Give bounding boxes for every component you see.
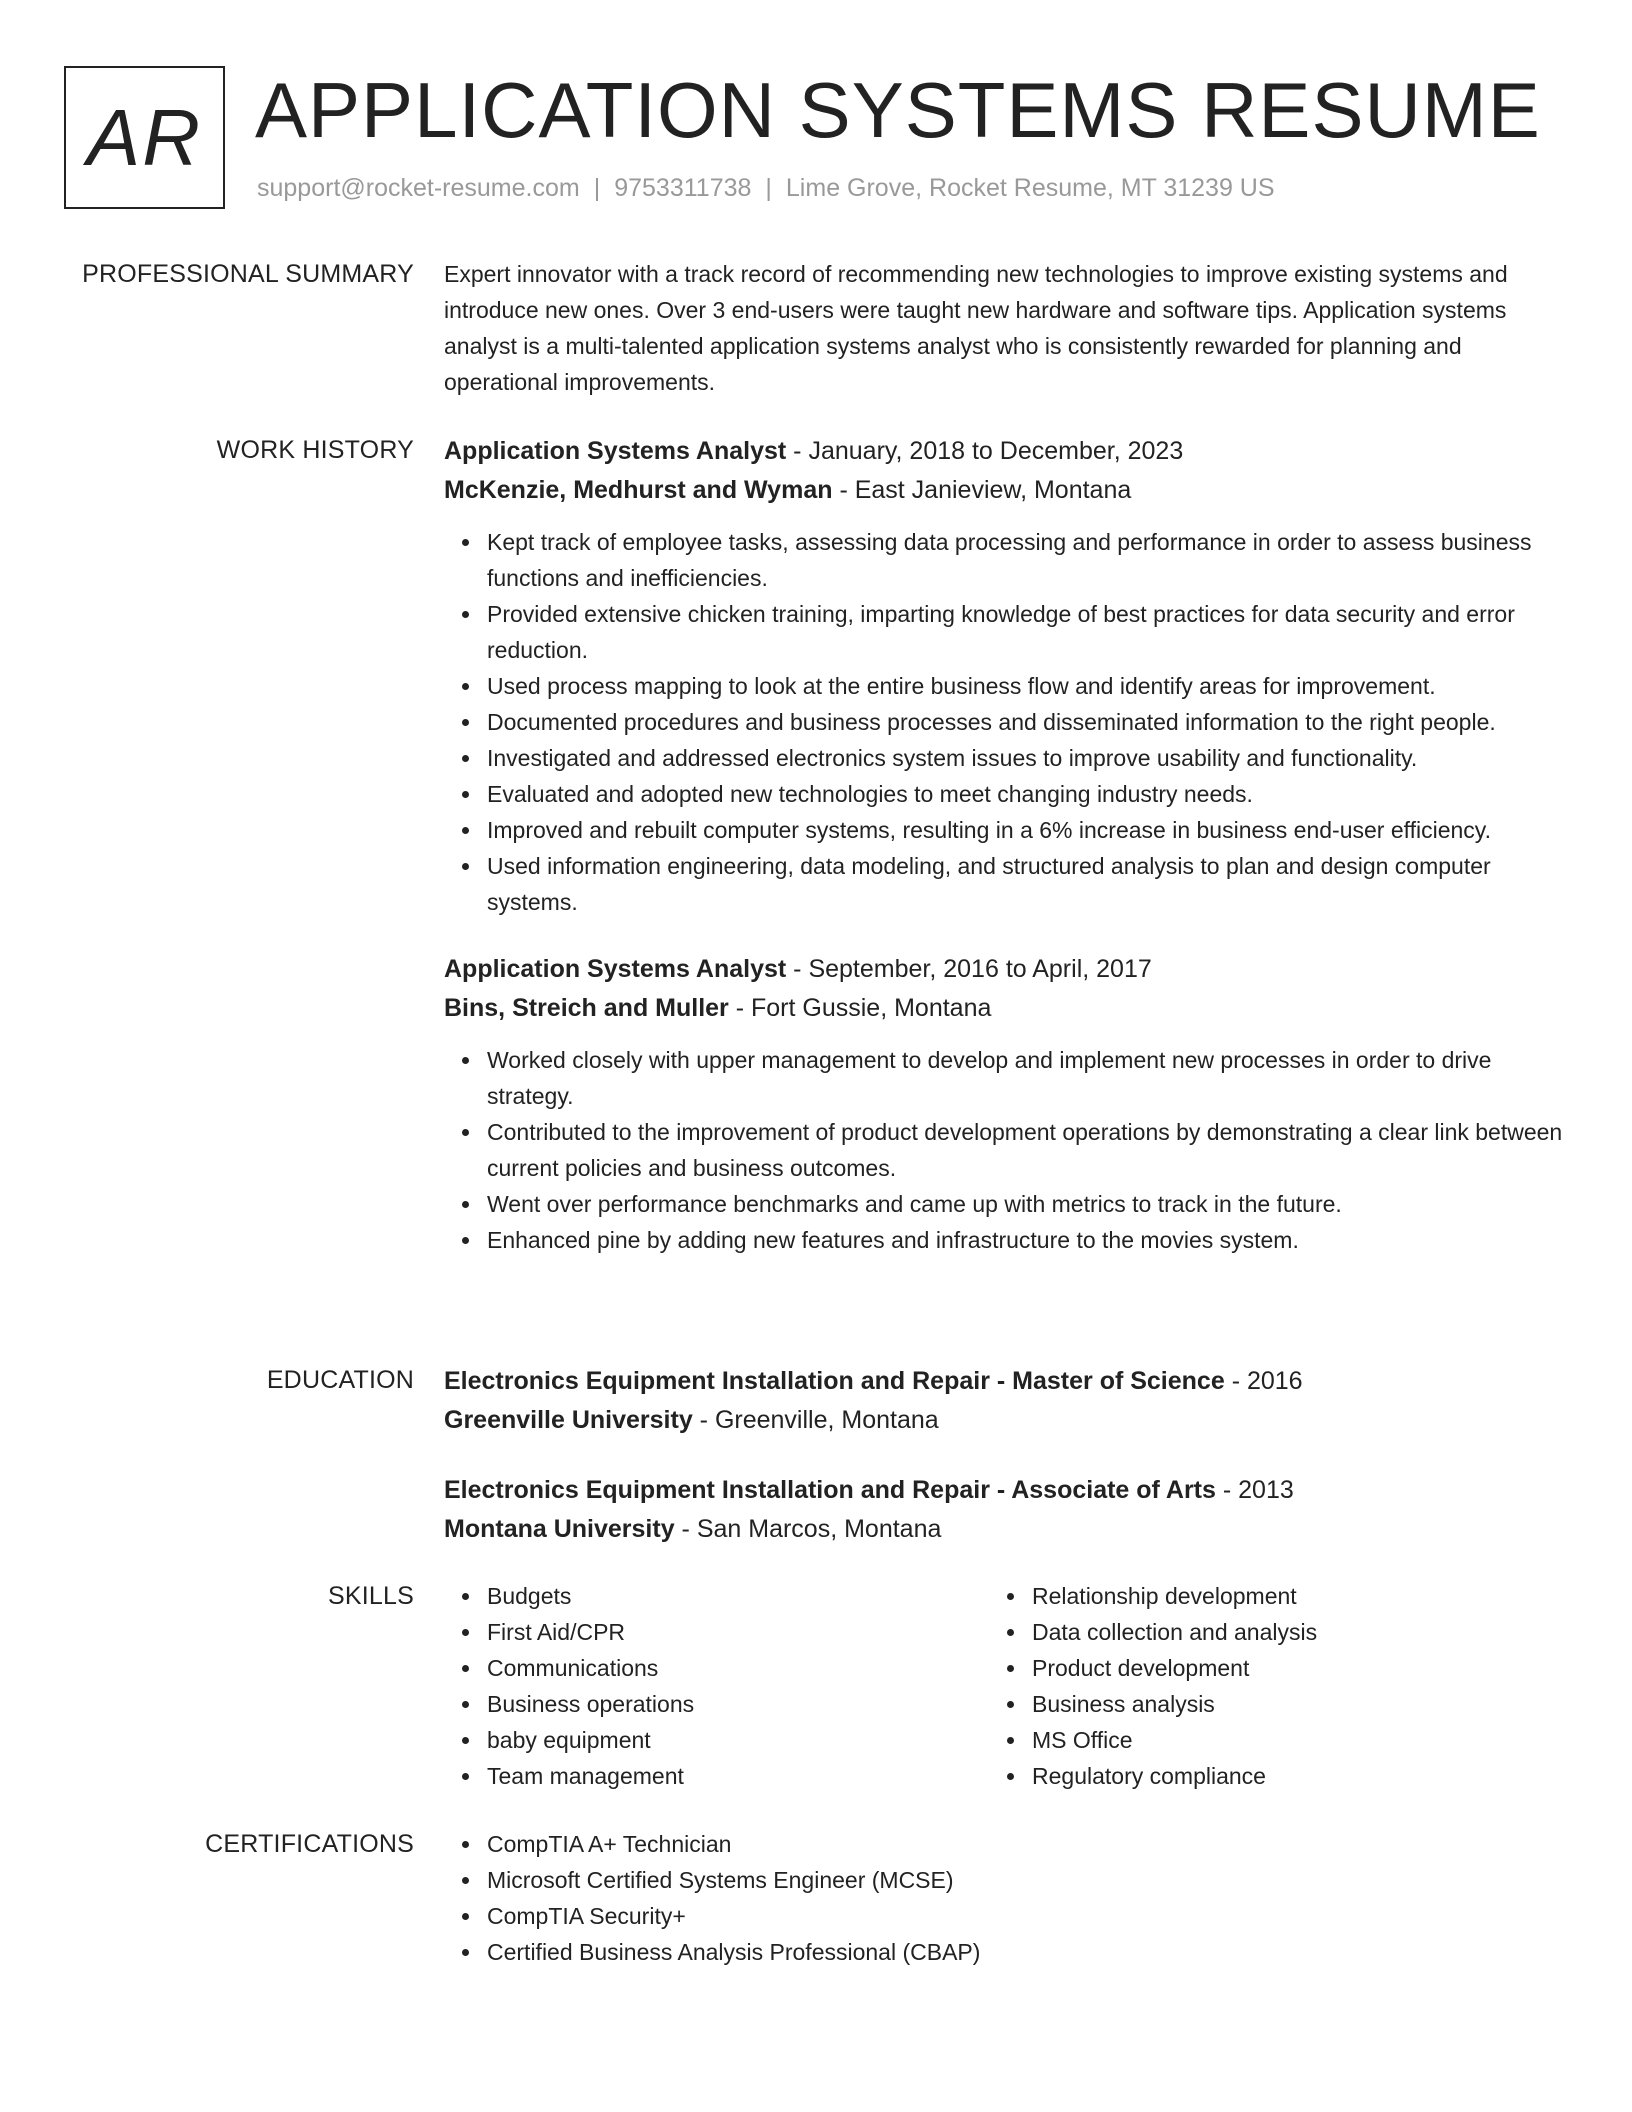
monogram-initials: AR: [86, 92, 203, 182]
section-title-certifications: CERTIFICATIONS: [205, 1830, 414, 1858]
list-item: Investigated and addressed electronics system issues to improve usability and functionality.: [444, 740, 1568, 776]
job-location: - East Janieview, Montana: [832, 476, 1132, 504]
job-dates: - September, 2016 to April, 2017: [786, 955, 1152, 983]
contact-email[interactable]: support@rocket-resume.com: [257, 174, 580, 202]
resume-header: [64, 64, 1568, 214]
list-item: CompTIA Security+: [444, 1898, 1568, 1934]
job-bullets: [444, 524, 1568, 920]
list-item: Business analysis: [989, 1686, 1534, 1722]
education-school-line: [444, 1510, 1568, 1549]
summary-text: Expert innovator with a track record of recommending new technologies to improve existing systems and introduce new ones. Over 3 end-users were taught new hardware and software tips. Application systems analyst is a multi-talented application systems analyst who is consistently rewarded for planning and operational improvements.: [444, 261, 1508, 395]
education-degree: Electronics Equipment Installation and Repair - Associate of Arts: [444, 1476, 1216, 1504]
list-item: Used information engineering, data modeling, and structured analysis to plan and design computer systems.: [444, 848, 1568, 920]
job-entry: [444, 432, 1568, 920]
list-item: Contributed to the improvement of product development operations by demonstrating a clear link between current policies and business outcomes.: [444, 1114, 1568, 1186]
job-company-line: [444, 989, 1568, 1028]
list-item: Went over performance benchmarks and came up with metrics to track in the future.: [444, 1186, 1568, 1222]
section-title-education: EDUCATION: [266, 1366, 414, 1394]
skills-body: [444, 1578, 1568, 1794]
list-item: Documented procedures and business processes and disseminated information to the right people.: [444, 704, 1568, 740]
skills-column-right: [989, 1578, 1534, 1794]
list-item: Evaluated and adopted new technologies to meet changing industry needs.: [444, 776, 1568, 812]
contact-address: Lime Grove, Rocket Resume, MT 31239 US: [785, 174, 1275, 202]
education-body: [444, 1362, 1568, 1549]
contact-separator: |: [765, 174, 772, 202]
list-item: Communications: [444, 1650, 989, 1686]
education-degree-line: [444, 1362, 1568, 1401]
list-item: baby equipment: [444, 1722, 989, 1758]
contact-phone[interactable]: 9753311738: [614, 174, 752, 202]
job-role: Application Systems Analyst: [444, 437, 787, 465]
list-item: CompTIA A+ Technician: [444, 1826, 1568, 1862]
list-item: Microsoft Certified Systems Engineer (MCSE): [444, 1862, 1568, 1898]
job-entry: [444, 950, 1568, 1258]
list-item: Team management: [444, 1758, 989, 1794]
section-title-work: WORK HISTORY: [216, 436, 414, 464]
job-bullets: [444, 1042, 1568, 1258]
education-entry: [444, 1471, 1568, 1549]
list-item: Regulatory compliance: [989, 1758, 1534, 1794]
education-degree-line: [444, 1471, 1568, 1510]
list-item: Kept track of employee tasks, assessing data processing and performance in order to assess business functions and inefficiencies.: [444, 524, 1568, 596]
education-year: - 2016: [1224, 1367, 1303, 1395]
education-school: Montana University: [444, 1515, 675, 1543]
work-history-body: [444, 432, 1568, 1258]
monogram-box: [64, 66, 225, 209]
job-location: - Fort Gussie, Montana: [728, 994, 992, 1022]
list-item: Product development: [989, 1650, 1534, 1686]
list-item: First Aid/CPR: [444, 1614, 989, 1650]
job-role: Application Systems Analyst: [444, 955, 787, 983]
job-role-line: [444, 432, 1568, 471]
job-company: McKenzie, Medhurst and Wyman: [444, 476, 833, 504]
job-role-line: [444, 950, 1568, 989]
education-year: - 2013: [1215, 1476, 1294, 1504]
list-item: Worked closely with upper management to develop and implement new processes in order to drive strategy.: [444, 1042, 1568, 1114]
list-item: Enhanced pine by adding new features and infrastructure to the movies system.: [444, 1222, 1568, 1258]
contact-line: [257, 174, 1275, 203]
job-company-line: [444, 471, 1568, 510]
education-location: - San Marcos, Montana: [674, 1515, 942, 1543]
list-item: Certified Business Analysis Professional (CBAP): [444, 1934, 1568, 1970]
resume-title: APPLICATION SYSTEMS RESUME: [255, 66, 1541, 154]
list-item: Used process mapping to look at the entire business flow and identify areas for improvement.: [444, 668, 1568, 704]
education-location: - Greenville, Montana: [692, 1406, 939, 1434]
contact-separator: |: [593, 174, 601, 202]
list-item: Data collection and analysis: [989, 1614, 1534, 1650]
certifications-list: [444, 1826, 1568, 1970]
education-entry: [444, 1362, 1568, 1440]
section-title-summary: PROFESSIONAL SUMMARY: [82, 260, 414, 288]
list-item: MS Office: [989, 1722, 1534, 1758]
list-item: Relationship development: [989, 1578, 1534, 1614]
education-school: Greenville University: [444, 1406, 693, 1434]
list-item: Provided extensive chicken training, imparting knowledge of best practices for data security and error reduction.: [444, 596, 1568, 668]
education-degree: Electronics Equipment Installation and Repair - Master of Science: [444, 1367, 1225, 1395]
list-item: Budgets: [444, 1578, 989, 1614]
list-item: Improved and rebuilt computer systems, resulting in a 6% increase in business end-user efficiency.: [444, 812, 1568, 848]
skills-column-left: [444, 1578, 989, 1794]
list-item: Business operations: [444, 1686, 989, 1722]
job-company: Bins, Streich and Muller: [444, 994, 729, 1022]
job-dates: - January, 2018 to December, 2023: [786, 437, 1184, 465]
education-school-line: [444, 1401, 1568, 1440]
section-title-skills: SKILLS: [328, 1582, 414, 1610]
certifications-body: [444, 1826, 1568, 1970]
